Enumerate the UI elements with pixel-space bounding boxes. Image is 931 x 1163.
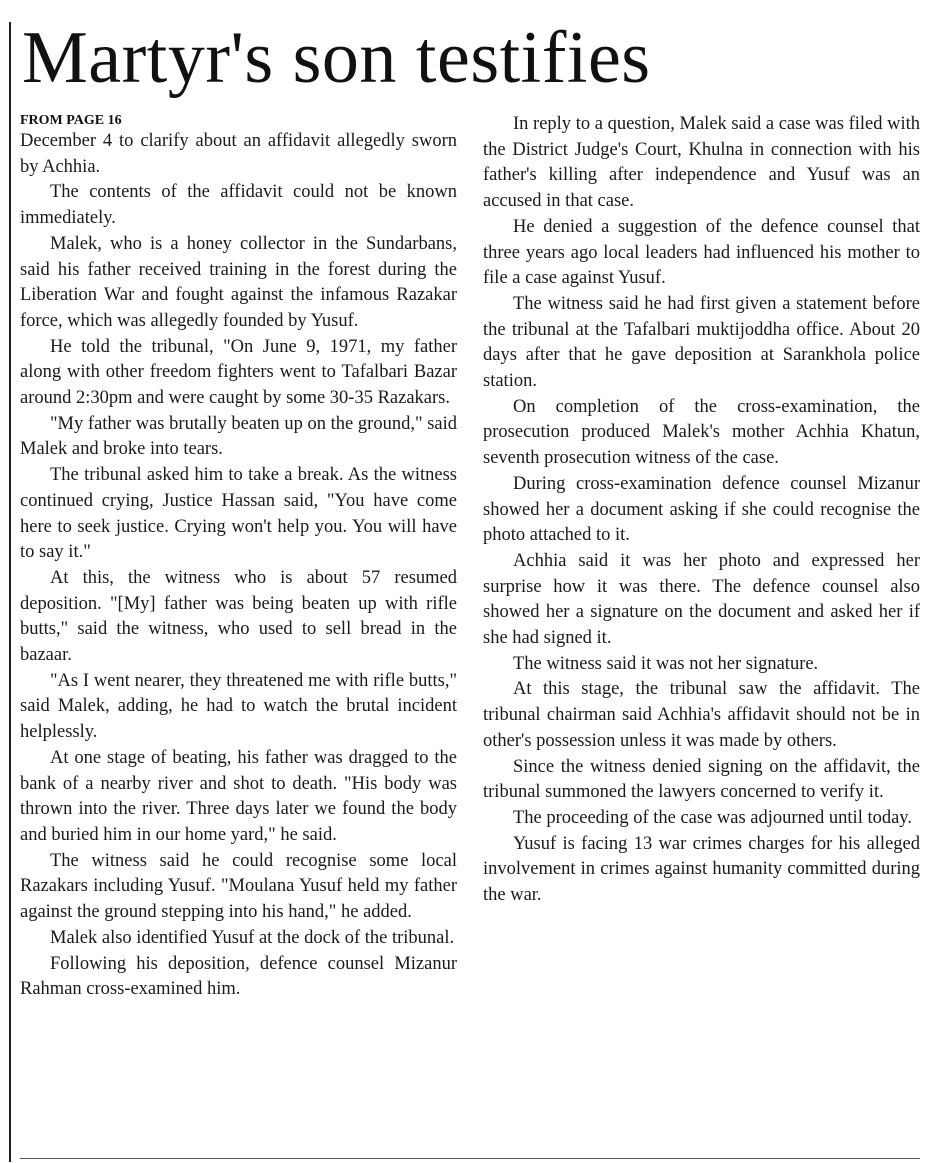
paragraph: The witness said he could recognise some local Razakars including Yusuf. "Moulana Yusuf held my father against the ground stepping into his hand," he added. [20, 850, 457, 923]
paragraph: He told the tribunal, "On June 9, 1971, my father along with other freedom fighters went to Tafalbari Bazar around 2:30pm and were caught by some 30-35 Razakars. [20, 336, 457, 409]
paragraph: Achhia said it was her photo and expressed her surprise how it was there. The defence counsel also showed her a signature on the document and asked her if she had signed it. [483, 550, 920, 649]
bottom-rule [20, 1158, 920, 1159]
paragraph: During cross-examination defence counsel Mizanur showed her a document asking if she could recognise the photo attached to it. [483, 473, 920, 546]
continued-from-label: FROM PAGE 16 [20, 113, 122, 128]
paragraph: At one stage of beating, his father was dragged to the bank of a nearby river and shot to death. "His body was thrown into the river. Three days later we found the body and buried him in our home yard," he said. [20, 747, 457, 845]
paragraph: The proceeding of the case was adjourned until today. [513, 807, 912, 828]
article-column-left [20, 112, 457, 1003]
paragraph: The witness said he had first given a statement before the tribunal at the Tafalbari muktijoddha office. About 20 days after that he gave deposition at Sarankhola police station. [483, 293, 920, 392]
paragraph: Since the witness denied signing on the affidavit, the tribunal summoned the lawyers concerned to verify it. [483, 756, 920, 803]
paragraph: At this, the witness who is about 57 resumed deposition. "[My] father was being beaten up with rifle butts," said the witness, who used to sell bread in the bazaar. [20, 567, 457, 666]
paragraph: "As I went nearer, they threatened me with rifle butts," said Malek, adding, he had to watch the brutal incident helplessly. [20, 670, 457, 743]
paragraph: Malek also identified Yusuf at the dock of the tribunal. [50, 927, 455, 948]
article-column-right [483, 112, 920, 909]
left-column-rule [9, 22, 11, 1162]
paragraph: In reply to a question, Malek said a case was filed with the District Judge's Court, Khulna in connection with his father's killing after independence and Yusuf was an accused in that case. [483, 114, 920, 212]
paragraph: December 4 to clarify about an affidavit allegedly sworn by Achhia. [20, 131, 457, 177]
paragraph: The witness said it was not her signature. [513, 653, 819, 674]
paragraph: The tribunal asked him to take a break. As the witness continued crying, Justice Hassan said, "You have come here to seek justice. Crying won't help you. You will have to say it." [20, 465, 457, 563]
headline: Martyr's son testifies [22, 17, 651, 99]
paragraph: At this stage, the tribunal saw the affidavit. The tribunal chairman said Achhia's affidavit should not be in other's possession unless it was made by others. [483, 679, 920, 751]
paragraph: Yusuf is facing 13 war crimes charges for his alleged involvement in crimes against humanity committed during the war. [483, 833, 920, 906]
paragraph: The contents of the affidavit could not be known immediately. [20, 182, 457, 229]
paragraph: Following his deposition, defence counsel Mizanur Rahman cross-examined him. [20, 953, 457, 1000]
paragraph: He denied a suggestion of the defence counsel that three years ago local leaders had influenced his mother to file a case against Yusuf. [483, 216, 920, 289]
paragraph: On completion of the cross-examination, the prosecution produced Malek's mother Achhia Khatun, seventh prosecution witness of the case. [483, 396, 920, 469]
paragraph: Malek, who is a honey collector in the Sundarbans, said his father received training in the forest during the Liberation War and fought against the infamous Razakar force, which was allegedly founded by Yusuf. [20, 233, 457, 331]
paragraph: "My father was brutally beaten up on the ground," said Malek and broke into tears. [20, 413, 457, 460]
